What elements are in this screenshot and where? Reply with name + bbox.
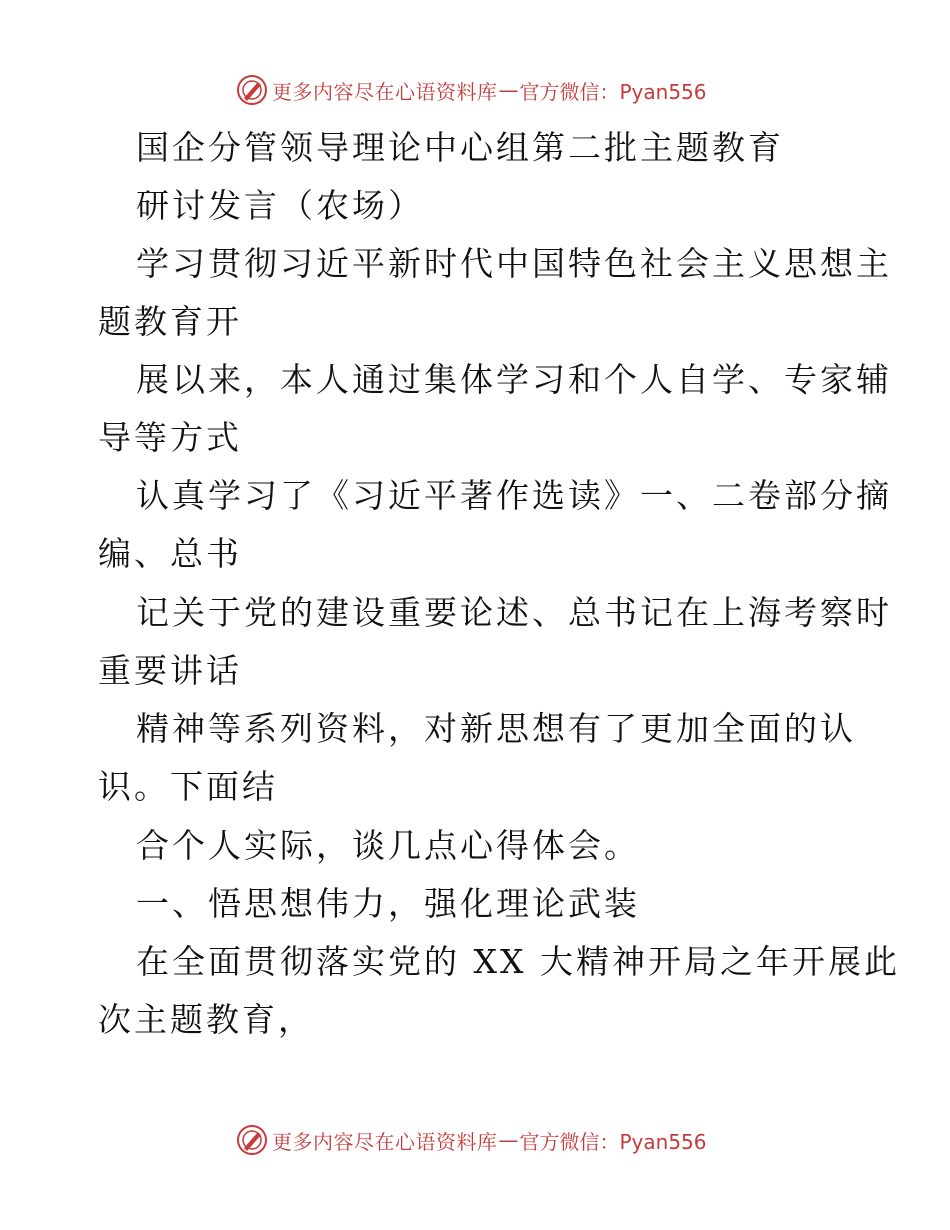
paragraph-line: 在全面贯彻落实党的 XX 大精神开局之年开展此 (136, 942, 900, 981)
paragraph-line: 编、总书 (98, 534, 242, 573)
watermark-dash: — (498, 78, 519, 102)
doc-title-line-2: 研讨发言（农场） (136, 186, 424, 225)
paragraph-line: 展以来，本人通过集体学习和个人自学、专家辅 (136, 360, 892, 399)
pen-logo-icon (236, 74, 268, 106)
paragraph-line: 精神等系列资料，对新思想有了更加全面的认 (136, 709, 856, 748)
paragraph-line: 记关于党的建设重要论述、总书记在上海考察时 (136, 593, 892, 632)
watermark-contact: 官方微信：Pyan556 (519, 1129, 707, 1154)
paragraph-line: 次主题教育， (98, 1000, 314, 1039)
paragraph-line: 重要讲话 (98, 651, 242, 690)
paragraph-line: 题教育开 (98, 302, 242, 341)
section-heading: 一、悟思想伟力，强化理论武装 (136, 884, 640, 923)
paragraph-line: 导等方式 (98, 418, 242, 457)
watermark-text: 更多内容尽在心语资料库 (272, 1129, 498, 1154)
watermark-header (236, 73, 707, 107)
watermark-dash: — (498, 1128, 519, 1152)
watermark-text: 更多内容尽在心语资料库 (272, 79, 498, 104)
watermark-contact: 官方微信：Pyan556 (519, 79, 707, 104)
pen-logo-icon (236, 1124, 268, 1156)
paragraph-line: 学习贯彻习近平新时代中国特色社会主义思想主 (136, 244, 892, 283)
watermark-footer (236, 1123, 707, 1157)
paragraph-line: 合个人实际，谈几点心得体会。 (136, 826, 640, 865)
paragraph-line: 认真学习了《习近平著作选读》一、二卷部分摘 (136, 476, 892, 515)
paragraph-line: 识。下面结 (98, 767, 278, 806)
doc-title-line-1: 国企分管领导理论中心组第二批主题教育 (136, 128, 784, 167)
